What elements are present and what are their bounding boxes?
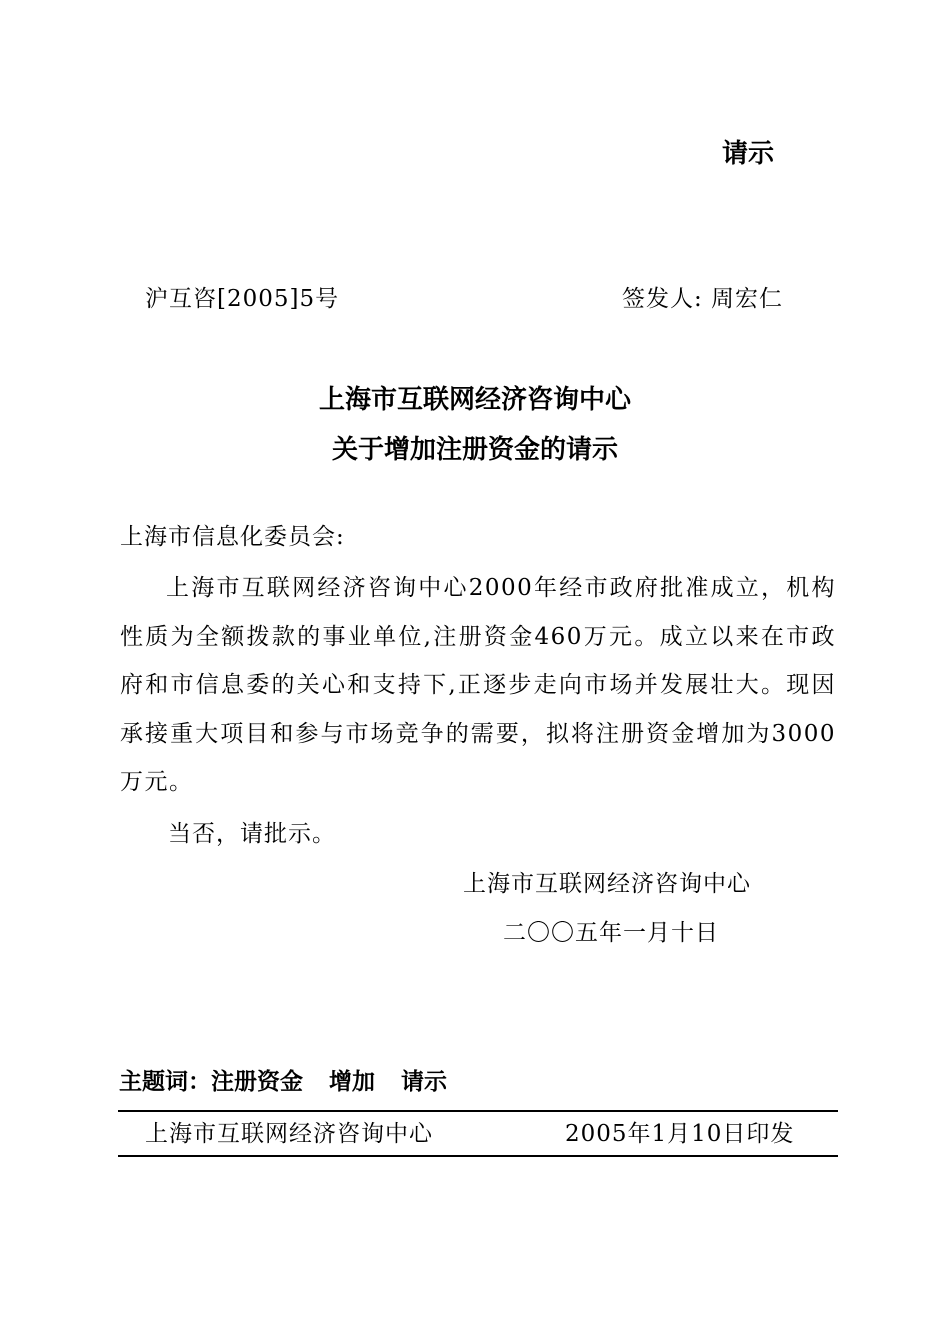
subject-keywords bbox=[119, 1064, 447, 1100]
recipient: 上海市信息化委员会: bbox=[120, 524, 345, 550]
subject-keyword: 增加 bbox=[329, 1069, 375, 1095]
footer-divider-bottom bbox=[118, 1155, 838, 1157]
signature-organization: 上海市互联网经济咨询中心 bbox=[463, 871, 751, 897]
subject-keyword: 注册资金 bbox=[211, 1069, 303, 1095]
footer-divider-top bbox=[118, 1110, 838, 1112]
document-title-line-2: 关于增加注册资金的请示 bbox=[331, 435, 618, 465]
subject-label: 主题词： bbox=[119, 1069, 211, 1095]
signature-date: 二〇〇五年一月十日 bbox=[503, 920, 719, 946]
footer-print-date: 2005年1月10日印发 bbox=[565, 1121, 795, 1147]
subject-keyword: 请示 bbox=[401, 1069, 447, 1095]
footer-issuer: 上海市互联网经济咨询中心 bbox=[145, 1121, 433, 1147]
body-paragraph: 上海市互联网经济咨询中心2000年经市政府批准成立，机构性质为全额拨款的事业单位,注册资金460万元。成立以来在市政府和市信息委的关心和支持下,正逐步走向市场并发展壮大。现因承接重大项目和参与市场竞争的需要，拟将注册资金增加为3000万元。 bbox=[120, 575, 836, 795]
document-type-heading: 请示 bbox=[722, 139, 775, 169]
document-number: 沪互咨[2005]5号 bbox=[145, 286, 340, 312]
signer: 签发人: 周宏仁 bbox=[622, 286, 784, 312]
document-title-line-1: 上海市互联网经济咨询中心 bbox=[318, 385, 631, 415]
closing-request: 当否，请批示。 bbox=[168, 821, 336, 847]
